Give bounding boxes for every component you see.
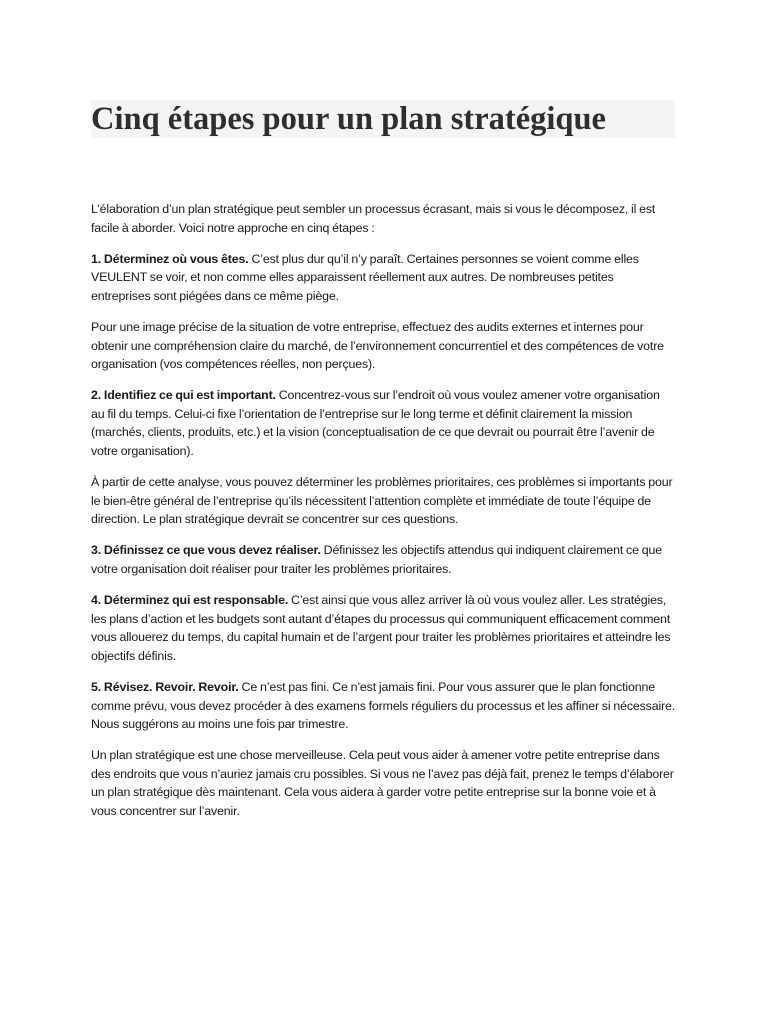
step-4-heading: 4. Déterminez qui est responsable. [91,593,289,608]
step-2-followup-paragraph: À partir de cette analyse, vous pouvez déterminer les problèmes prioritaires, ces problèmes si importants pour le bien-être général de l’entreprise qu’ils nécessitent l’attention complète et immédiate de toute l’équipe de direction. Le plan stratégique devrait se concentrer sur ces questions. [91,475,673,527]
step-2-heading: 2. Identifiez ce qui est important. [91,388,276,403]
step-2-paragraph [91,386,676,460]
step-5-paragraph [91,678,676,734]
step-5-text: Ce n’est pas fini. Ce n’est jamais fini. Pour vous assurer que le plan fonctionne comme prévu, vous devez procéder à des examens formels réguliers du processus et les affiner si nécessaire. Nous suggérons au moins une fois par trimestre. [91,679,676,732]
step-1-heading: 1. Déterminez où vous êtes. [91,251,249,266]
intro-paragraph: L’élaboration d’un plan stratégique peut sembler un processus écrasant, mais si vous le décomposez, il est facile à aborder. Voici notre approche en cinq étapes : [91,202,656,235]
step-1-text: C’est plus dur qu’il n’y paraît. Certaines personnes se voient comme elles VEULENT se voir, et non comme elles apparaissent réellement aux autres. De nombreuses petites entreprises sont piégées dans ce même piège. [91,251,639,303]
step-1-followup-paragraph: Pour une image précise de la situation de votre entreprise, effectuez des audits externes et internes pour obtenir une compréhension claire du marché, de l’environnement concurrentiel et des compétences de votre organisation (vos compétences réelles, non perçues). [91,319,664,372]
step-1-paragraph [91,250,676,306]
conclusion-paragraph: Un plan stratégique est une chose merveilleuse. Cela peut vous aider à amener votre petite entreprise dans des endroits que vous n’auriez jamais cru possibles. Si vous ne l’avez pas déjà fait, prenez le temps d’élaborer un plan stratégique dès maintenant. Cela vous aidera à garder votre petite entreprise sur la bonne voie et à vous concentrer sur l’avenir. [91,748,674,819]
document-title: Cinq étapes pour un plan stratégique [91,101,606,137]
step-2-text: Concentrez-vous sur l’endroit où vous voulez amener votre organisation au fil du temps. Celui-ci fixe l’orientation de l’entreprise sur le long terme et définit clairement la mission (marchés, clients, produits, etc.) et la vision (conceptualisation de ce que devrait ou pourrait être l’avenir de votre organisation). [91,388,660,459]
step-5-heading: 5. Révisez. Revoir. Revoir. [91,679,239,694]
step-3-paragraph [91,541,676,578]
document-body [91,200,676,833]
step-3-heading: 3. Définissez ce que vous devez réaliser. [91,543,321,558]
step-4-paragraph [91,591,676,665]
step-3-text: Définissez les objectifs attendus qui indiquent clairement ce que votre organisation doit réaliser pour traiter les problèmes prioritaires. [91,543,662,576]
step-4-text: C’est ainsi que vous allez arriver là où vous voulez aller. Les stratégies, les plans d’action et les budgets sont autant d’étapes du processus qui communiquent efficacement comment vous allouerez du temps, du capital humain et de l’argent pour traiter les problèmes prioritaires et atteindre les objectifs définis. [91,593,671,663]
